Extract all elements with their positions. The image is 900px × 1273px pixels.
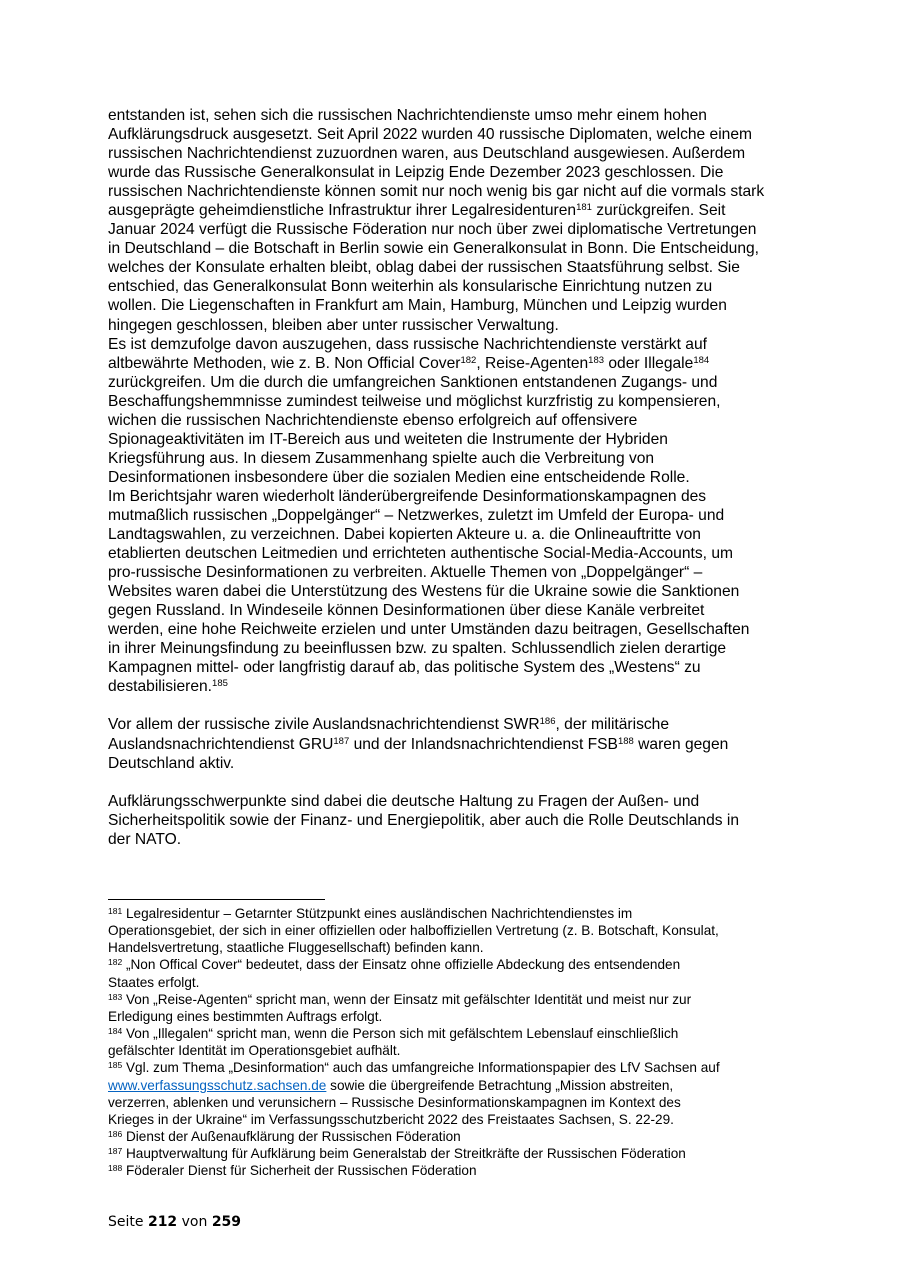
footnote [108, 1162, 798, 1179]
text-run: waren gegen Deutschland aktiv. [108, 735, 729, 772]
footnotes [108, 905, 798, 1180]
body-paragraph [108, 106, 793, 335]
footnote-number: 185 [108, 1060, 123, 1071]
body-paragraph [108, 715, 793, 772]
text-run: Von „Reise-Agenten“ spricht man, wenn der Einsatz mit gefälschter Identität und meist nur zur Erledigung eines bestimmten Auftrags erfolgt. [108, 991, 692, 1024]
text-run: oder Illegale [604, 354, 694, 372]
total-page-count: 259 [211, 1214, 242, 1230]
page-footer [108, 1212, 241, 1232]
footnote-number: 186 [108, 1129, 123, 1140]
text-run: zurückgreifen. Um die durch die umfangreichen Sanktionen entstandenen Zugangs- und Beschaffungshemmnisse zumindest teilweise und möglichst kurzfristig zu kompensieren, wichen die russischen Nachrichtendienste ebenso erfolgreich auf offensivere Spionageaktivitäten im IT-Bereich aus und weiteten die Instrumente der Hybriden Kriegsführung aus. In diesem Zusammenhang spielte auch die Verbreitung von Desinformationen insbesondere über die sozialen Medien eine entscheidende Rolle. [108, 373, 721, 486]
text-run: Es ist demzufolge davon auszugehen, dass russische Nachrichtendienste verstärkt auf altbewährte Methoden, wie z. B. Non Official Cover [108, 335, 707, 372]
text-run: Legalresidentur – Getarnter Stützpunkt eines ausländischen Nachrichtendienstes im Operationsgebiet, der sich in einer offiziellen oder halboffiziellen Vertretung (z. B. Botschaft, Konsulat, Handelsvertretung, staatliche Fluggesellschaft) befinden kann. [108, 906, 719, 956]
text-run: , der militärische Auslandsnachrichtendienst GRU [108, 716, 670, 753]
footnote-number: 188 [108, 1163, 123, 1174]
footnote-number: 182 [108, 957, 123, 968]
footnote-reference: 181 [576, 202, 592, 214]
footnote-number: 184 [108, 1026, 123, 1037]
footnote-reference: 186 [539, 716, 556, 728]
paragraph-spacer [108, 773, 793, 792]
text-run: Hauptverwaltung für Aufklärung beim Generalstab der Streitkräfte der Russischen Föderation [122, 1146, 686, 1162]
text-run: zurückgreifen. Seit Januar 2024 verfügt die Russische Föderation nur noch über zwei diplomatische Vertretungen in Deutschland – die Botschaft in Berlin sowie ein Generalkonsulat in Bonn. Die Entscheidung, welches der Konsulate erhalten bleibt, oblag dabei der russischen Staatsführung selbst. Sie entschied, das Generalkonsulat Bonn weiterhin als konsularische Einrichtung nutzen zu wollen. Die Liegenschaften in Frankfurt am Main, Hamburg, München und Leipzig wurden hingegen geschlossen, bleiben aber unter russischer Verwaltung. [108, 202, 759, 334]
paragraph-spacer [108, 696, 793, 715]
footnote-number: 183 [108, 991, 123, 1002]
text-run: Aufklärungsschwerpunkte sind dabei die deutsche Haltung zu Fragen der Außen- und Sicherheitspolitik sowie der Finanz- und Energiepolitik, aber auch die Rolle Deutschlands in der NATO. [108, 792, 740, 848]
text-run: „Non Offical Cover“ bedeutet, dass der Einsatz ohne offizielle Abdeckung des entsendenden Staates erfolgt. [108, 957, 681, 990]
footnote [108, 1025, 798, 1059]
text-run: und der Inlandsnachrichtendienst FSB [349, 735, 618, 753]
footnote-number: 187 [108, 1146, 123, 1157]
page-of-label: von [177, 1214, 212, 1230]
text-run: Im Berichtsjahr waren wiederholt länderübergreifende Desinformationskampagnen des mutmaßlich russischen „Doppelgänger“ – Netzwerkes, zuletzt im Umfeld der Europa- und Landtagswahlen, zu verzeichnen. Dabei kopierten Akteure u. a. die Onlineauftritte von etablierten deutschen Leitmedien und errichteten authentische Social-Media-Accounts, um pro-russische Desinformationen zu verbreiten. Aktuelle Themen von „Doppelgänger“ – Websites waren dabei die Unterstützung des Westens für die Ukraine sowie die Sanktionen gegen Russland. In Windeseile können Desinformationen über diese Kanäle verbreitet werden, eine hohe Reichweite erzielen und unter Umständen dazu beitragen, Gesellschaften in ihrer Meinungsfindung zu beeinflussen bzw. zu spalten. Schlussendlich zielen derartige Kampagnen mittel- oder langfristig darauf ab, das politische System des „Westens“ zu destabilisieren. [108, 487, 750, 696]
footnote-reference: 182 [460, 354, 477, 366]
footnote-reference: 187 [333, 735, 350, 747]
footnote [108, 956, 798, 990]
footnote-reference: 185 [212, 678, 228, 690]
text-run: Dienst der Außenaufklärung der Russischen Föderation [122, 1129, 461, 1145]
main-text [108, 106, 793, 849]
text-run: Vor allem der russische zivile Auslandsnachrichtendienst SWR [108, 716, 540, 734]
footnote-reference: 183 [588, 354, 605, 366]
footnote [108, 1128, 798, 1145]
footnote-reference: 184 [693, 354, 710, 366]
text-run: Föderaler Dienst für Sicherheit der Russischen Föderation [122, 1163, 477, 1179]
text-run: , Reise-Agenten [476, 354, 589, 372]
body-paragraph [108, 335, 793, 487]
footnote [108, 991, 798, 1025]
footnote [108, 905, 798, 956]
current-page-number: 212 [147, 1214, 178, 1230]
text-run: entstanden ist, sehen sich die russischen Nachrichtendienste umso mehr einem hohen Aufklärungsdruck ausgesetzt. Seit April 2022 wurden 40 russische Diplomaten, welche einem russischen Nachrichtendienst zuzuordnen waren, aus Deutschland ausgewiesen. Außerdem wurde das Russische Generalkonsulat in Leipzig Ende Dezember 2023 geschlossen. Die russischen Nachrichtendienste können somit nur noch wenig bis gar nicht auf die vormals stark ausgeprägte geheimdienstliche Infrastruktur ihrer Legalresidenturen [108, 107, 765, 220]
footnote-reference: 188 [617, 735, 634, 747]
footnote [108, 1145, 798, 1162]
footnote-number: 181 [108, 906, 123, 916]
footnote-separator [108, 899, 325, 900]
website-link[interactable]: www.verfassungsschutz.sachsen.de [108, 1077, 327, 1093]
footnote [108, 1059, 798, 1128]
page-label: Seite [108, 1214, 148, 1230]
body-paragraph [108, 792, 793, 849]
body-paragraph [108, 487, 793, 697]
text-run: Vgl. zum Thema „Desinformation“ auch das umfangreiche Informationspapier des LfV Sachsen auf [125, 1060, 720, 1076]
text-run: Von „Illegalen“ spricht man, wenn die Person sich mit gefälschtem Lebenslauf einschließlich gefälschter Identität im Operationsgebiet aufhält. [108, 1026, 679, 1059]
text-run: sowie die übergreifende Betrachtung „Mission abstreiten, verzerren, ablenken und verunsichern – Russische Desinformationskampagnen im Kontext des Krieges in der Ukraine“ im Verfassungsschutzbericht 2022 des Freistaates Sachsen, S. 22-29. [108, 1077, 681, 1127]
